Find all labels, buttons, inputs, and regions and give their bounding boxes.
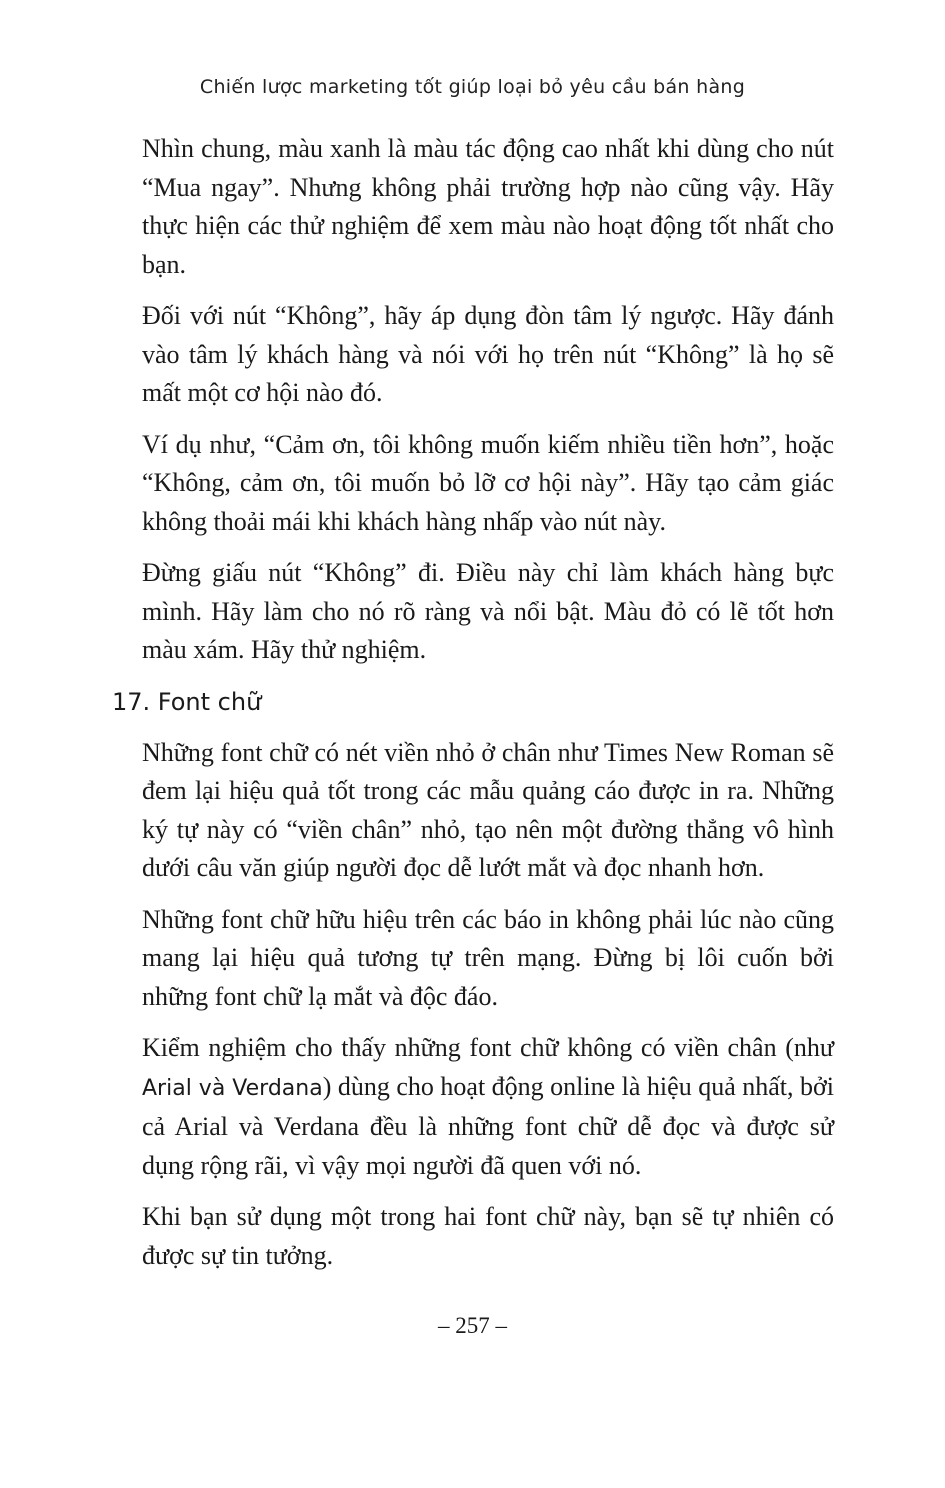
running-header: Chiến lược marketing tốt giúp loại bỏ yêu cầu bán hàng — [199, 76, 746, 98]
paragraph-sans-serif-online-part1: Kiểm nghiệm cho thấy những font chữ không có viền chân (như — [142, 1033, 834, 1062]
body-text — [112, 130, 834, 1288]
paragraph-no-button-psychology: Đối với nút “Không”, hãy áp dụng đòn tâm lý ngược. Hãy đánh vào tâm lý khách hàng và nói với họ trên nút “Không” là họ sẽ mất một cơ hội nào đó. — [142, 301, 834, 407]
section-heading-fonts: 17. Font chữ — [112, 687, 262, 716]
sans-font-sample: Arial và Verdana — [142, 1075, 323, 1101]
paragraph-sans-serif-online-part2: ) dùng cho hoạt động online là hiệu quả nhất, bởi cả Arial và Verdana đều là những font chữ dễ đọc và được sử dụng rộng rãi, vì vậy mọi người đã quen với nó. — [142, 1071, 834, 1180]
paragraph-examples: Ví dụ như, “Cảm ơn, tôi không muốn kiếm nhiều tiền hơn”, hoặc “Không, cảm ơn, tôi muốn bỏ lỡ cơ hội này”. Hãy tạo cảm giác không thoải mái khi khách hàng nhấp vào nút này. — [142, 429, 834, 536]
paragraph-sans-serif-online — [142, 1029, 834, 1185]
paragraph-dont-hide: Đừng giấu nút “Không” đi. Điều này chỉ làm khách hàng bực mình. Hãy làm cho nó rõ ràng và nổi bật. Màu đỏ có lẽ tốt hơn màu xám. Hãy thử nghiệm. — [142, 558, 834, 664]
paragraph-trust: Khi bạn sử dụng một trong hai font chữ này, bạn sẽ tự nhiên có được sự tin tưởng. — [142, 1202, 834, 1270]
paragraph-serif-fonts: Những font chữ có nét viền nhỏ ở chân như Times New Roman sẽ đem lại hiệu quả tốt trong các mẫu quảng cáo được in ra. Những ký tự này có “viền chân” nhỏ, tạo nên một đường thẳng vô hình dưới câu văn giúp người đọc dễ lướt mắt và đọc nhanh hơn. — [142, 737, 834, 882]
paragraph-blue-button: Nhìn chung, màu xanh là màu tác động cao nhất khi dùng cho nút “Mua ngay”. Nhưng không phải trường hợp nào cũng vậy. Hãy thực hiện các thử nghiệm để xem màu nào hoạt động tốt nhất cho bạn. — [142, 134, 834, 279]
paragraph-print-vs-web: Những font chữ hữu hiệu trên các báo in không phải lúc nào cũng mang lại hiệu quả tương tự trên mạng. Đừng bị lôi cuốn bởi những font chữ lạ mắt và độc đáo. — [142, 904, 834, 1011]
page-number: – 257 – — [438, 1313, 507, 1338]
